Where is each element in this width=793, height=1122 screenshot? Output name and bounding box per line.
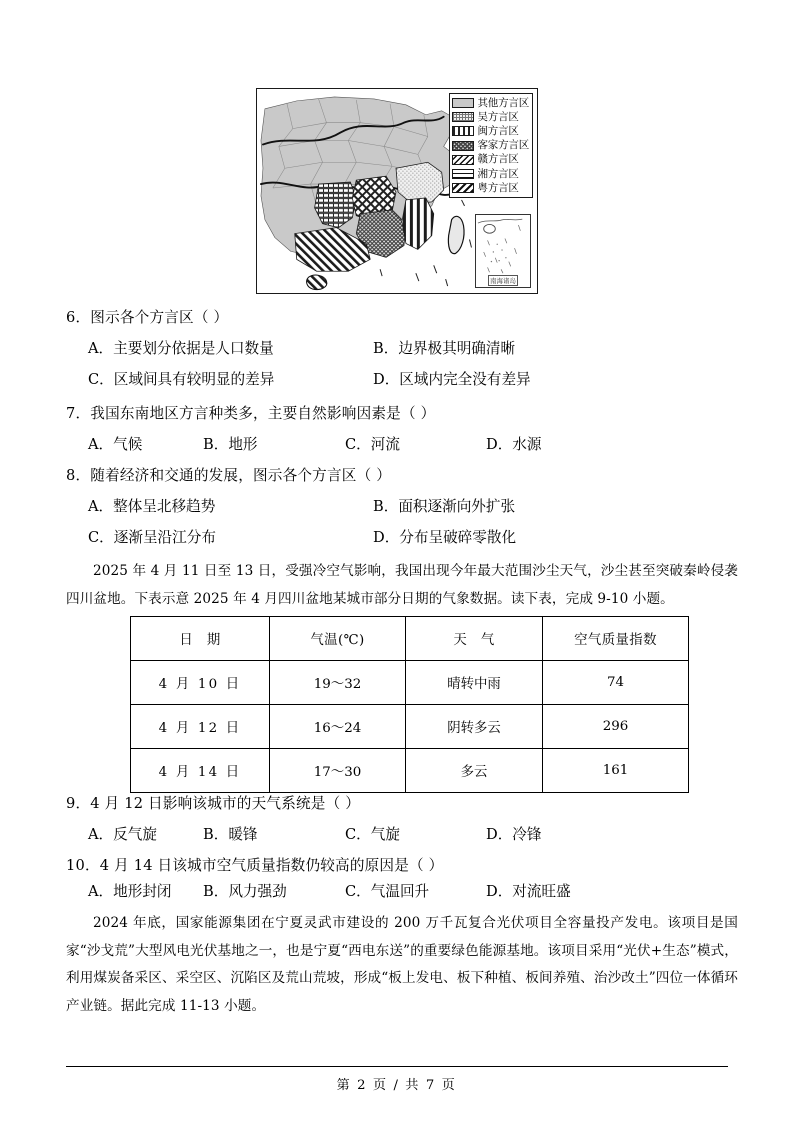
question-9-option-b[interactable]: B．暖锋: [203, 826, 258, 843]
legend-label-gan: 赣方言区: [477, 153, 519, 166]
legend-item-kejia: [452, 139, 530, 153]
table-header-date: 日 期: [131, 617, 270, 661]
question-7-option-a[interactable]: A．气候: [88, 436, 143, 453]
legend-item-yue: [452, 181, 530, 195]
south-china-sea-inset: [475, 214, 531, 288]
map-legend: [449, 93, 534, 198]
question-6-option-c[interactable]: C．区域间具有较明显的差异: [88, 371, 275, 388]
question-8-stem: 8．随着经济和交通的发展，图示各个方言区（ ）: [66, 467, 391, 484]
legend-swatch-yue: [452, 183, 474, 193]
legend-swatch-xiang: [452, 169, 474, 179]
question-7-option-c[interactable]: C．河流: [345, 436, 400, 453]
map-frame: [256, 88, 538, 294]
question-10-stem: 10．4 月 14 日该城市空气质量指数仍较高的原因是（ ）: [66, 857, 444, 874]
legend-swatch-min: [452, 126, 474, 136]
legend-label-xiang: 湘方言区: [477, 167, 519, 180]
table-cell-temperature: 19～32: [270, 661, 406, 705]
inset-label-nanhai: 南海诸岛: [490, 277, 516, 285]
footer-divider: [66, 1066, 728, 1067]
page-footer: 第 2 页 / 共 7 页: [336, 1078, 457, 1093]
dialect-map-figure: [256, 88, 538, 294]
question-6-option-b[interactable]: B．边界极其明确清晰: [373, 340, 516, 357]
question-6-stem: 6．图示各个方言区（ ）: [66, 309, 229, 326]
question-8-option-a[interactable]: A．整体呈北移趋势: [88, 498, 216, 515]
table-cell-temperature: 17～30: [270, 749, 406, 793]
table-row: [131, 661, 689, 705]
legend-label-yue: 粤方言区: [477, 181, 519, 194]
question-9-stem: 9．4 月 12 日影响该城市的天气系统是（ ）: [66, 795, 360, 812]
table-cell-aqi: 161: [543, 749, 689, 793]
legend-swatch-other: [452, 98, 474, 108]
question-9-option-d[interactable]: D．冷锋: [486, 826, 542, 843]
legend-item-xiang: [452, 167, 530, 181]
question-7-option-b[interactable]: B．地形: [203, 436, 258, 453]
question-7-stem: 7．我国东南地区方言种类多，主要自然影响因素是（ ）: [66, 405, 436, 422]
question-9-option-a[interactable]: A．反气旋: [88, 826, 157, 843]
table-cell-weather: 多云: [406, 749, 543, 793]
legend-label-other: 其他方言区: [477, 96, 529, 109]
question-10-option-c[interactable]: C．气温回升: [345, 883, 430, 900]
table-row: [131, 705, 689, 749]
legend-label-wu: 吴方言区: [477, 110, 519, 123]
legend-swatch-kejia: [452, 141, 474, 151]
legend-item-gan: [452, 153, 530, 167]
table-cell-date: 4 月 14 日: [131, 749, 270, 793]
table-cell-temperature: 16～24: [270, 705, 406, 749]
table-cell-weather: 晴转中雨: [406, 661, 543, 705]
question-10-option-b[interactable]: B．风力强劲: [203, 883, 287, 900]
table-cell-aqi: 296: [543, 705, 689, 749]
passage-photovoltaic-text: 2024 年底，国家能源集团在宁夏灵武市建设的 200 万千瓦复合光伏项目全容量投产发电。该项目是国家“沙戈荒”大型风电光伏基地之一，也是宁夏“西电东送”的重要绿色能源基地。该项目采用“光伏+生态”模式，利用煤炭备采区、采空区、沉陷区及荒山荒坡，形成“板上发电、板下种植、板间养殖、治沙改土”四位一体循环产业链。据此完成 11-13 小题。: [66, 915, 738, 1014]
passage-sandstorm: [66, 558, 738, 613]
question-7-option-d[interactable]: D．水源: [486, 436, 542, 453]
question-6-option-a[interactable]: A．主要划分依据是人口数量: [88, 340, 274, 357]
passage-sandstorm-text: 2025 年 4 月 11 日至 13 日，受强冷空气影响，我国出现今年最大范围沙尘天气，沙尘甚至突破秦岭侵袭四川盆地。下表示意 2025 年 4 月四川盆地某城市部分日期的气象数据。读下表，完成 9-10 小题。: [66, 563, 738, 607]
hainan-island: [307, 275, 327, 289]
table-header-weather: 天 气: [406, 617, 543, 661]
question-6-option-d[interactable]: D．区域内完全没有差异: [373, 371, 531, 388]
weather-data-table: [130, 616, 689, 793]
legend-swatch-gan: [452, 155, 474, 165]
question-8-option-b[interactable]: B．面积逐渐向外扩张: [373, 498, 516, 515]
question-8-option-c[interactable]: C．逐渐呈沿江分布: [88, 529, 216, 546]
question-8-option-d[interactable]: D．分布呈破碎零散化: [373, 529, 517, 546]
region-min-dialect: [402, 198, 434, 249]
legend-swatch-wu: [452, 112, 474, 122]
question-10-option-a[interactable]: A．地形封闭: [88, 883, 172, 900]
table-cell-date: 4 月 12 日: [131, 705, 270, 749]
taiwan-island: [448, 216, 464, 253]
question-10-option-d[interactable]: D．对流旺盛: [486, 883, 571, 900]
table-row: [131, 749, 689, 793]
table-header-row: [131, 617, 689, 661]
legend-item-wu: [452, 110, 530, 124]
table-header-temperature: 气温(℃): [270, 617, 406, 661]
table-header-aqi: 空气质量指数: [543, 617, 689, 661]
table-cell-date: 4 月 10 日: [131, 661, 270, 705]
legend-item-min: [452, 124, 530, 138]
legend-label-min: 闽方言区: [477, 124, 519, 137]
passage-photovoltaic: [66, 910, 738, 1020]
table-cell-aqi: 74: [543, 661, 689, 705]
legend-label-kejia: 客家方言区: [477, 139, 529, 152]
question-9-option-c[interactable]: C．气旋: [345, 826, 400, 843]
table-cell-weather: 阴转多云: [406, 705, 543, 749]
legend-item-other: [452, 96, 530, 110]
